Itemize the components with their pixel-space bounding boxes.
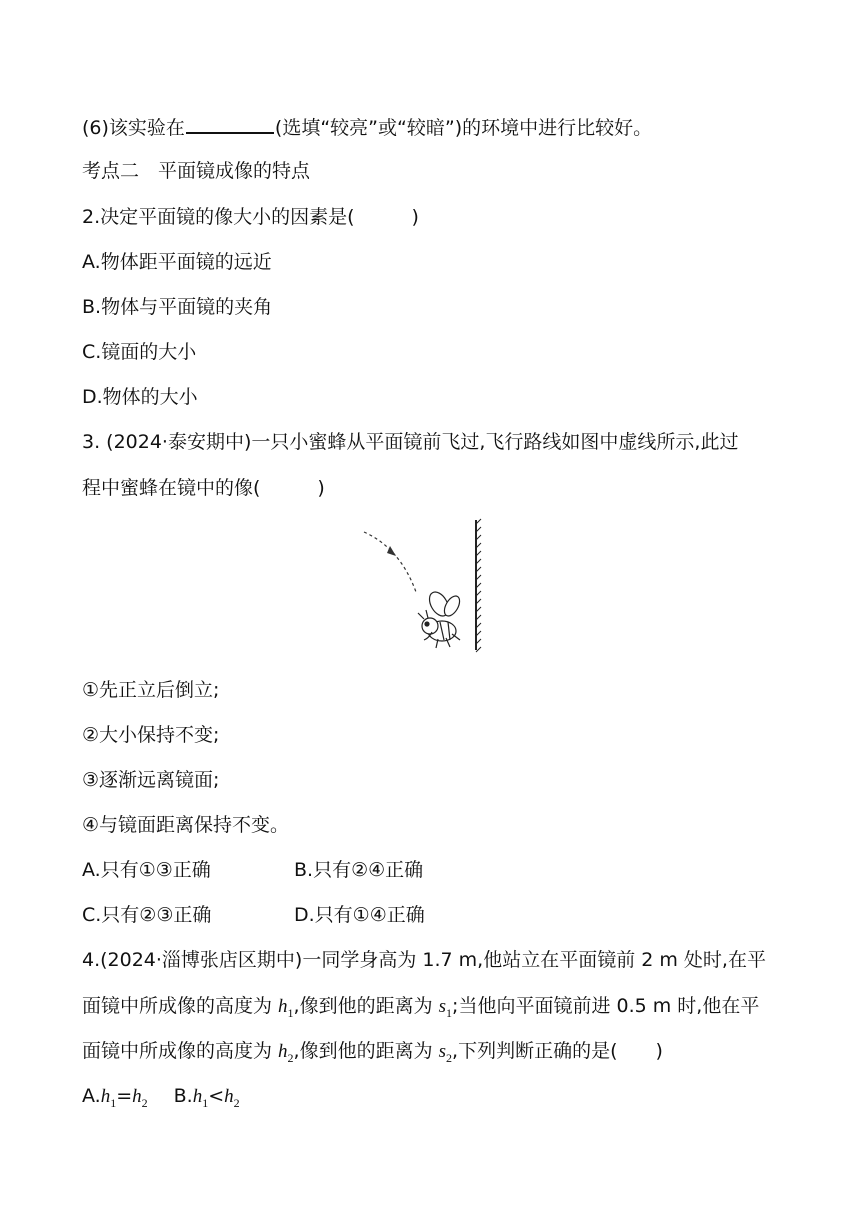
q3-option-c[interactable]: C.只有②③正确 [82, 904, 212, 926]
q3-statement-4: ④与镜面距离保持不变。 [82, 814, 290, 836]
q3-options-row1 [82, 857, 482, 883]
var-h: h [100, 1086, 111, 1107]
sub-1: 1 [446, 1005, 453, 1020]
q3-option-b[interactable]: B.只有②④正确 [294, 859, 424, 881]
var-s: s [438, 1041, 447, 1062]
q3-statement-3: ③逐渐远离镜面; [82, 769, 220, 791]
option-letter: A. [82, 1085, 101, 1107]
q3-statement-2: ②大小保持不变; [82, 724, 220, 746]
bee-mirror-figure [362, 518, 492, 654]
q1-item6-prefix: (6)该实验在 [82, 117, 185, 139]
sub-1: 1 [202, 1095, 209, 1110]
var-s: s [438, 996, 447, 1017]
q4-text: ,下列判断正确的是( ) [452, 1040, 663, 1062]
q3-options-row2 [82, 902, 482, 928]
q2-option-b[interactable]: B.物体与平面镜的夹角 [82, 296, 273, 318]
operator: < [208, 1085, 225, 1107]
q4-text: ,像到他的距离为 [293, 995, 439, 1017]
sub-2: 2 [141, 1095, 148, 1110]
q4-line3 [82, 1038, 663, 1071]
var-h: h [278, 996, 288, 1017]
bee-icon [418, 589, 463, 648]
sub-1: 1 [110, 1095, 117, 1110]
sub-2: 2 [233, 1095, 240, 1110]
q4-text: ,像到他的距离为 [293, 1040, 439, 1062]
q4-option-a[interactable] [82, 1085, 148, 1110]
q4-text: 面镜中所成像的高度为 [82, 995, 279, 1017]
q2-option-c[interactable]: C.镜面的大小 [82, 341, 197, 363]
q4-options [82, 1083, 240, 1116]
q4-text: ;当他向平面镜前进 0.5 m 时,他在平 [452, 995, 760, 1017]
flight-path-icon [364, 532, 416, 592]
var-h: h [192, 1086, 203, 1107]
q2-option-a[interactable]: A.物体距平面镜的远近 [82, 251, 272, 273]
q4-line1: 4.(2024·淄博张店区期中)一同学身高为 1.7 m,他站立在平面镜前 2 m 处时,在平 [82, 949, 766, 971]
q2-option-d[interactable]: D.物体的大小 [82, 386, 198, 408]
option-letter: B. [173, 1085, 193, 1107]
answer-blank[interactable] [186, 114, 274, 134]
q3-option-a[interactable]: A.只有①③正确 [82, 859, 211, 881]
var-h: h [278, 1041, 288, 1062]
q3-stem-line2: 程中蜜蜂在镜中的像( ) [82, 477, 325, 499]
q1-item6 [82, 114, 652, 141]
sub-2: 2 [287, 1050, 294, 1065]
q3-statement-1: ①先正立后倒立; [82, 679, 220, 701]
sub-2: 2 [446, 1050, 453, 1065]
q1-item6-suffix: (选填“较亮”或“较暗”)的环境中进行比较好。 [274, 117, 653, 139]
q4-text: 面镜中所成像的高度为 [82, 1040, 279, 1062]
q4-option-b[interactable] [173, 1085, 240, 1110]
q3-stem-line1: 3. (2024·泰安期中)一只小蜜蜂从平面镜前飞过,飞行路线如图中虚线所示,此过 [82, 431, 739, 453]
sub-1: 1 [287, 1005, 294, 1020]
operator: = [116, 1085, 133, 1107]
q3-option-d[interactable]: D.只有①④正确 [294, 904, 425, 926]
var-h: h [224, 1086, 234, 1107]
var-h: h [132, 1086, 142, 1107]
q2-stem: 2.决定平面镜的像大小的因素是( ) [82, 206, 419, 228]
q4-line2 [82, 993, 759, 1026]
mirror-icon [476, 519, 481, 652]
section-heading: 考点二 平面镜成像的特点 [82, 160, 311, 182]
